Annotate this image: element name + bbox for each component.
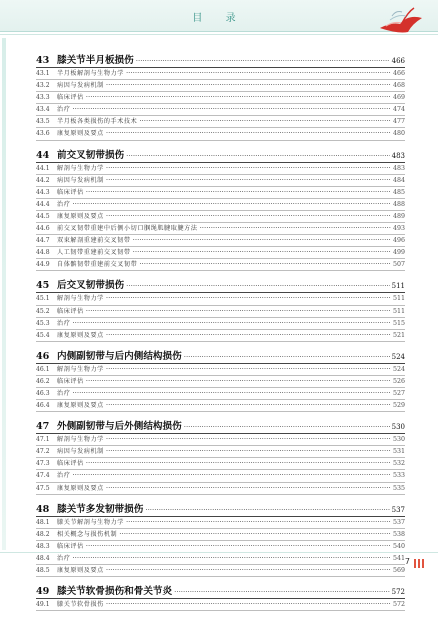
section-page: 540 <box>392 542 405 550</box>
section-number: 46.3 <box>36 389 50 397</box>
section-page: 484 <box>392 176 405 184</box>
section-entry[interactable] <box>36 68 405 80</box>
chapter-title: 膝关节半月板损伤 <box>57 55 134 66</box>
leader-dots <box>106 163 391 174</box>
leader-dots <box>86 187 391 198</box>
section-number: 47.2 <box>36 448 50 456</box>
section-title: 解剖与生物力学 <box>57 436 104 444</box>
section-entry[interactable] <box>36 163 405 175</box>
section-number: 48.1 <box>36 518 50 526</box>
section-entry[interactable] <box>36 388 405 400</box>
section-entry[interactable] <box>36 80 405 92</box>
chapter-block <box>36 277 405 341</box>
section-page: 474 <box>392 106 405 114</box>
section-entry[interactable] <box>36 434 405 446</box>
section-title: 前交叉韧带重建中后侧小切口腘绳肌腱取腱方法 <box>57 225 198 233</box>
leader-dots <box>106 446 391 457</box>
chapter-block <box>36 147 405 272</box>
leader-dots <box>72 104 391 115</box>
chapter-number: 49 <box>36 586 50 598</box>
leader-dots <box>86 458 391 469</box>
section-entry[interactable] <box>36 599 405 611</box>
section-entry[interactable] <box>36 470 405 482</box>
section-title: 解剖与生物力学 <box>57 164 104 172</box>
leader-dots <box>72 318 391 329</box>
section-page: 530 <box>392 436 405 444</box>
section-title: 人工韧带重建前交叉韧带 <box>57 249 131 257</box>
section-page: 572 <box>392 601 405 609</box>
section-number: 44.5 <box>36 212 50 220</box>
section-entry[interactable] <box>36 187 405 199</box>
leader-dots <box>106 175 391 186</box>
section-number: 48.2 <box>36 530 50 538</box>
section-page: 507 <box>392 261 405 269</box>
section-title: 康复原则及要点 <box>57 402 104 410</box>
section-title: 康复原则及要点 <box>57 331 104 339</box>
chapter-entry[interactable] <box>36 277 405 293</box>
chapter-title: 膝关节软骨损伤和骨关节炎 <box>57 586 173 598</box>
section-entry[interactable] <box>36 211 405 223</box>
section-number: 46.1 <box>36 365 50 373</box>
section-number: 44.8 <box>36 249 50 257</box>
section-number: 48.4 <box>36 554 50 562</box>
leader-dots <box>72 388 391 399</box>
chapter-block <box>36 418 405 494</box>
leader-dots <box>184 423 390 431</box>
section-page: 477 <box>392 118 405 126</box>
leader-dots <box>145 506 389 514</box>
section-title: 病因与发病机制 <box>57 448 104 456</box>
section-entry[interactable] <box>36 293 405 305</box>
chapter-page: 530 <box>391 423 405 432</box>
section-entry[interactable] <box>36 223 405 235</box>
section-title: 临床评估 <box>57 188 84 196</box>
chapter-block <box>36 348 405 412</box>
section-page: 511 <box>392 307 405 315</box>
section-number: 47.3 <box>36 460 50 468</box>
section-page: 569 <box>392 567 405 574</box>
section-title: 相关概念与损伤机制 <box>57 530 118 538</box>
section-title: 病因与发病机制 <box>57 82 104 90</box>
leader-dots <box>106 293 391 304</box>
header-rule-thin <box>0 34 438 35</box>
chapter-title: 前交叉韧带损伤 <box>57 149 125 161</box>
section-number: 45.3 <box>36 319 50 327</box>
section-number: 44.7 <box>36 237 50 245</box>
section-page: 527 <box>392 389 405 397</box>
section-title: 膝关节软骨损伤 <box>57 601 104 609</box>
chapter-number: 47 <box>36 421 50 433</box>
section-number: 44.2 <box>36 176 50 184</box>
section-number: 44.6 <box>36 225 50 233</box>
section-title: 膝关节解剖与生物力学 <box>57 518 124 526</box>
chapter-number: 46 <box>36 350 50 362</box>
section-number: 43.1 <box>36 70 50 77</box>
section-entry[interactable] <box>36 104 405 116</box>
section-entry[interactable] <box>36 318 405 330</box>
header-title: 目 录 <box>192 13 246 24</box>
chapter-page: 466 <box>391 57 405 65</box>
section-page: 524 <box>392 365 405 373</box>
section-entry[interactable] <box>36 175 405 187</box>
section-number: 43.3 <box>36 94 50 102</box>
chapter-entry[interactable] <box>36 348 405 364</box>
section-page: 533 <box>392 472 405 480</box>
section-page: 488 <box>392 200 405 208</box>
section-title: 自体髌韧带重建前交叉韧带 <box>57 261 138 269</box>
leader-dots <box>184 353 390 361</box>
section-title: 半月板各类损伤的手术技术 <box>57 118 138 126</box>
section-entry[interactable] <box>36 330 405 342</box>
section-title: 临床评估 <box>57 307 84 315</box>
chapter-entry[interactable] <box>36 147 405 163</box>
section-page: 496 <box>392 237 405 245</box>
section-number: 43.5 <box>36 118 50 126</box>
section-page: 537 <box>392 518 405 526</box>
stripe-mark <box>418 559 420 568</box>
section-page: 538 <box>392 530 405 538</box>
leader-dots <box>86 376 391 387</box>
header-rule <box>0 31 438 32</box>
side-bar <box>2 38 6 550</box>
chapter-title: 膝关节多发韧带损伤 <box>57 503 144 515</box>
section-title: 治疗 <box>57 200 71 208</box>
section-entry[interactable] <box>36 306 405 318</box>
section-title: 康复原则及要点 <box>57 130 104 138</box>
section-entry[interactable] <box>36 517 405 529</box>
stripe-mark <box>422 559 424 568</box>
leader-dots <box>86 92 391 103</box>
section-number: 45.4 <box>36 331 50 339</box>
section-page: 532 <box>392 460 405 468</box>
chapter-number: 45 <box>36 280 50 292</box>
chapter-number: 48 <box>36 503 50 515</box>
section-entry[interactable] <box>36 259 405 271</box>
leader-dots <box>86 306 391 317</box>
section-title: 临床评估 <box>57 542 84 550</box>
section-number: 48.5 <box>36 567 50 574</box>
section-page: 493 <box>392 225 405 233</box>
section-number: 44.4 <box>36 200 50 208</box>
section-page: 469 <box>392 94 405 102</box>
section-title: 解剖与生物力学 <box>57 295 104 303</box>
section-title: 康复原则及要点 <box>57 484 104 492</box>
chapter-entry[interactable] <box>36 418 405 434</box>
section-entry[interactable] <box>36 116 405 128</box>
chapter-entry[interactable] <box>36 52 405 68</box>
chapter-page: 511 <box>391 282 405 291</box>
section-page: 531 <box>392 448 405 456</box>
leader-dots <box>106 599 391 610</box>
section-entry[interactable] <box>36 364 405 376</box>
section-number: 43.4 <box>36 106 50 114</box>
section-page: 515 <box>392 319 405 327</box>
section-title: 病因与发病机制 <box>57 176 104 184</box>
section-title: 康复原则及要点 <box>57 212 104 220</box>
section-title: 治疗 <box>57 389 71 397</box>
leader-dots <box>126 517 391 528</box>
section-entry[interactable] <box>36 446 405 458</box>
chapter-title: 内侧副韧带与后内侧结构损伤 <box>57 350 182 362</box>
section-number: 43.2 <box>36 82 50 90</box>
section-title: 治疗 <box>57 554 71 562</box>
section-title: 治疗 <box>57 106 71 114</box>
section-entry[interactable] <box>36 376 405 388</box>
leader-dots <box>106 434 391 445</box>
chapter-entry[interactable] <box>36 501 405 517</box>
chapter-title: 外侧副韧带与后外侧结构损伤 <box>57 421 182 433</box>
table-of-contents <box>36 52 405 617</box>
section-page: 466 <box>392 70 405 77</box>
section-number: 46.2 <box>36 377 50 385</box>
chapter-number: 43 <box>36 55 50 66</box>
section-title: 治疗 <box>57 472 71 480</box>
section-entry[interactable] <box>36 235 405 247</box>
leader-dots <box>133 235 391 246</box>
section-entry[interactable] <box>36 92 405 104</box>
leader-dots <box>200 223 391 234</box>
leader-dots <box>126 68 391 79</box>
section-title: 解剖与生物力学 <box>57 365 104 373</box>
leader-dots <box>126 282 389 290</box>
section-number: 45.1 <box>36 295 50 303</box>
section-page: 480 <box>392 130 405 138</box>
section-page: 529 <box>392 402 405 410</box>
leader-dots <box>106 483 391 494</box>
leader-dots <box>72 199 391 210</box>
leader-dots <box>139 259 391 270</box>
section-entry[interactable] <box>36 458 405 470</box>
leader-dots <box>139 116 391 127</box>
chapter-page: 524 <box>391 352 405 361</box>
section-number: 44.9 <box>36 261 50 269</box>
chapter-page: 483 <box>391 151 405 160</box>
section-number: 44.1 <box>36 164 50 172</box>
leader-dots <box>133 247 391 258</box>
section-number: 44.3 <box>36 188 50 196</box>
leader-dots <box>106 211 391 222</box>
section-entry[interactable] <box>36 400 405 412</box>
leader-dots <box>106 80 391 91</box>
leader-dots <box>86 541 391 552</box>
section-title: 临床评估 <box>57 94 84 102</box>
section-number: 49.1 <box>36 601 50 609</box>
chapter-number: 44 <box>36 149 50 161</box>
leader-dots <box>136 57 390 65</box>
section-entry[interactable] <box>36 128 405 140</box>
section-page: 535 <box>392 484 405 492</box>
page-number: 7 <box>404 557 410 566</box>
section-title: 双束解剖重建前交叉韧带 <box>57 237 131 245</box>
leader-dots <box>119 529 391 540</box>
stripe-mark <box>414 559 416 568</box>
section-number: 47.1 <box>36 436 50 444</box>
section-page: 526 <box>392 377 405 385</box>
section-page: 541 <box>392 554 405 562</box>
section-page: 483 <box>392 164 405 172</box>
leader-dots <box>106 400 391 411</box>
leader-dots <box>106 330 391 341</box>
section-page: 521 <box>392 331 405 339</box>
section-page: 511 <box>392 295 405 303</box>
footer-rule <box>0 552 438 553</box>
section-number: 47.5 <box>36 484 50 492</box>
leader-dots <box>126 152 389 160</box>
chapter-title: 后交叉韧带损伤 <box>57 280 125 292</box>
page-header <box>0 0 438 38</box>
section-number: 46.4 <box>36 402 50 410</box>
section-title: 康复原则及要点 <box>57 567 104 574</box>
leader-dots <box>106 364 391 375</box>
section-page: 468 <box>392 82 405 90</box>
section-entry[interactable] <box>36 199 405 211</box>
page-footer <box>0 552 438 600</box>
section-number: 43.6 <box>36 130 50 138</box>
section-entry[interactable] <box>36 483 405 495</box>
section-title: 治疗 <box>57 319 71 327</box>
section-page: 489 <box>392 212 405 220</box>
leader-dots <box>72 470 391 481</box>
section-title: 半月板解剖与生物力学 <box>57 70 124 77</box>
section-number: 45.2 <box>36 307 50 315</box>
chapter-block <box>36 52 405 141</box>
chapter-page: 572 <box>391 588 405 597</box>
bird-logo-icon <box>378 4 424 38</box>
section-title: 临床评估 <box>57 377 84 385</box>
chapter-page: 537 <box>391 505 405 514</box>
section-title: 临床评估 <box>57 460 84 468</box>
leader-dots <box>106 128 391 139</box>
section-number: 48.3 <box>36 542 50 550</box>
section-page: 485 <box>392 188 405 196</box>
section-page: 499 <box>392 249 405 257</box>
section-number: 47.4 <box>36 472 50 480</box>
section-entry[interactable] <box>36 529 405 541</box>
section-entry[interactable] <box>36 247 405 259</box>
